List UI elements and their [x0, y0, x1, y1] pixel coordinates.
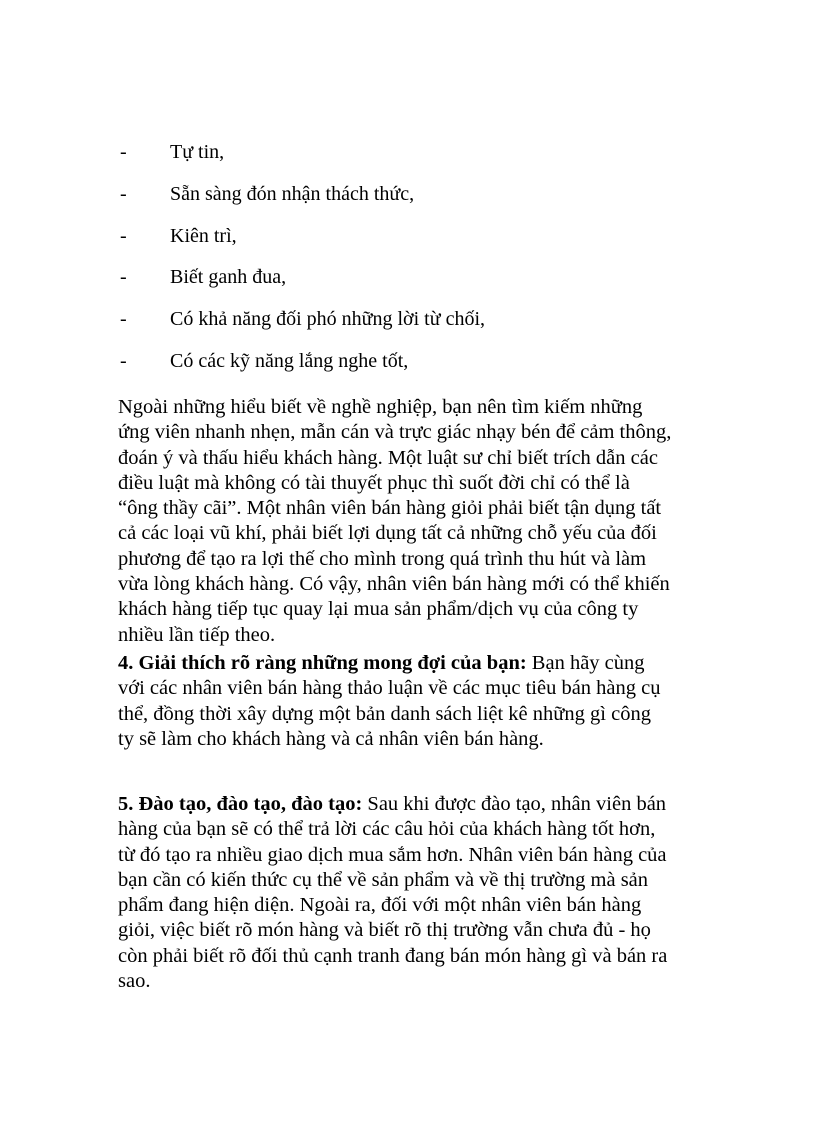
section-heading: 4. Giải thích rõ ràng những mong đợi của bạn:: [118, 652, 527, 674]
bullet-text: Có khả năng đối phó những lời từ chối,: [170, 308, 486, 331]
text-line: từ đó tạo ra nhiều giao dịch mua sắm hơn. Nhân viên bán hàng của: [118, 843, 667, 866]
section-text: Bạn hãy cùng: [526, 652, 645, 674]
bullet-item: [120, 182, 720, 224]
text-line: hàng của bạn sẽ có thể trả lời các câu hỏi của khách hàng tốt hơn,: [118, 818, 656, 841]
text-line: đoán ý và thấu hiểu khách hàng. Một luật sư chỉ biết trích dẫn các: [118, 446, 658, 469]
section-text: Sau khi được đào tạo, nhân viên bán: [362, 793, 667, 815]
text-line: ứng viên nhanh nhẹn, mẫn cán và trực giác nhạy bén để cảm thông,: [118, 421, 672, 444]
bullet-item: [120, 349, 720, 391]
bullet-dash: -: [120, 182, 127, 205]
text-line: thể, đồng thời xây dựng một bản danh sách liệt kê những gì công: [118, 702, 651, 725]
text-line: khách hàng tiếp tục quay lại mua sản phẩm/dịch vụ của công ty: [118, 598, 639, 621]
text-line: còn phải biết rõ đối thủ cạnh tranh đang bán món hàng gì và bán ra: [118, 944, 668, 967]
section-4-expectations: [118, 651, 708, 752]
text-line: cả các loại vũ khí, phải biết lợi dụng tất cả những chỗ yếu của đối: [118, 522, 657, 545]
section-heading: 5. Đào tạo, đào tạo, đào tạo:: [118, 793, 363, 815]
text-line: “ông thầy cãi”. Một nhân viên bán hàng giỏi phải biết tận dụng tất: [118, 497, 662, 520]
bullet-dash: -: [120, 308, 127, 331]
text-line: giỏi, việc biết rõ món hàng và biết rõ thị trường vẫn chưa đủ - họ: [118, 919, 651, 942]
section-5-training: [118, 792, 708, 994]
bullet-item: [120, 265, 720, 307]
bullet-text: Kiên trì,: [170, 224, 237, 247]
text-line: điều luật mà không có tài thuyết phục thì suốt đời chỉ có thể là: [118, 471, 630, 494]
bullet-item: [120, 140, 720, 182]
text-line: [118, 792, 708, 817]
bullet-item: [120, 307, 720, 349]
text-line: với các nhân viên bán hàng thảo luận về các mục tiêu bán hàng cụ: [118, 677, 661, 700]
text-line: nhiều lần tiếp theo.: [118, 623, 276, 646]
text-line: bạn cần có kiến thức cụ thể về sản phẩm và về thị trường mà sản: [118, 868, 649, 891]
bullet-text: Tự tin,: [170, 141, 225, 163]
bullet-list: [120, 140, 720, 391]
text-line: phương để tạo ra lợi thế cho mình trong quá trình thu hút và làm: [118, 547, 647, 570]
bullet-dash: -: [120, 224, 127, 247]
paragraph-candidate-qualities: [118, 395, 708, 648]
bullet-text: Có các kỹ năng lắng nghe tốt,: [170, 349, 409, 372]
text-line: ty sẽ làm cho khách hàng và cả nhân viên bán hàng.: [118, 727, 544, 750]
text-line: [118, 651, 708, 676]
bullet-dash: -: [120, 266, 127, 289]
bullet-item: [120, 224, 720, 266]
text-line: sao.: [118, 970, 151, 993]
bullet-text: Biết ganh đua,: [170, 266, 287, 289]
text-line: vừa lòng khách hàng. Có vậy, nhân viên bán hàng mới có thể khiến: [118, 573, 670, 596]
bullet-dash: -: [120, 141, 127, 163]
bullet-text: Sẵn sàng đón nhận thách thức,: [170, 182, 415, 205]
text-line: phẩm đang hiện diện. Ngoài ra, đối với một nhân viên bán hàng: [118, 894, 642, 917]
bullet-dash: -: [120, 349, 127, 372]
text-line: Ngoài những hiểu biết về nghề nghiệp, bạn nên tìm kiếm những: [118, 396, 643, 418]
